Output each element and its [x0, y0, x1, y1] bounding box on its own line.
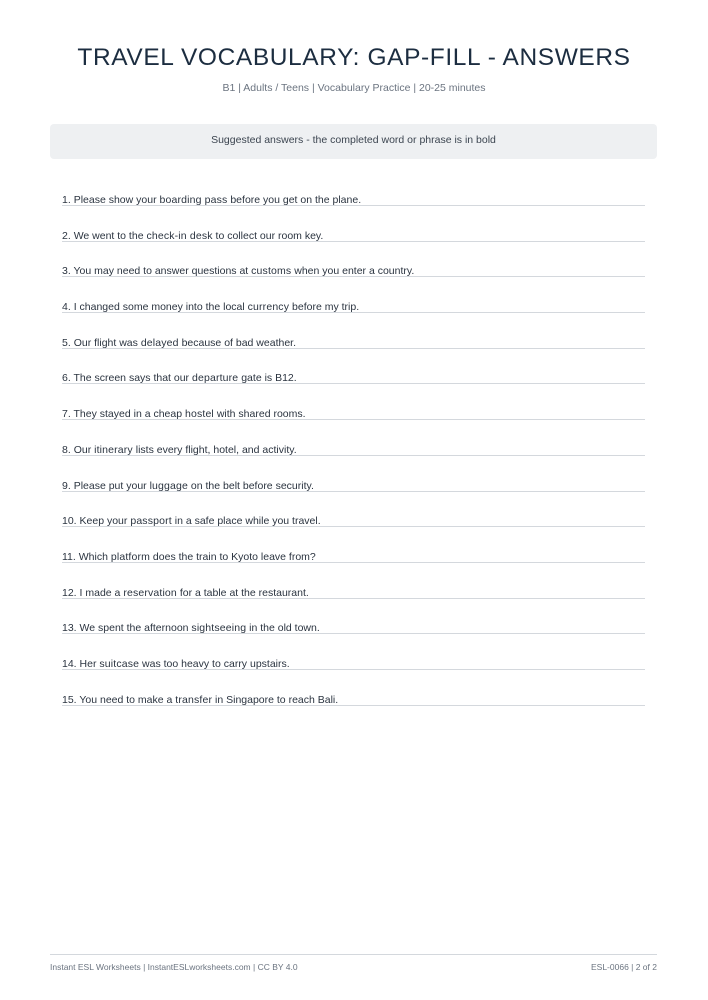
sentence-before: Please put your: [73, 479, 147, 492]
sentence-before: You need to make a: [79, 693, 173, 706]
answer-word: passport: [130, 515, 172, 528]
answer-item: [62, 368, 645, 404]
answer-sentence: [62, 230, 323, 242]
page-title: TRAVEL VOCABULARY: GAP-FILL - ANSWERS: [77, 44, 631, 71]
answer-number: 15.: [62, 693, 77, 706]
sentence-before: Our: [73, 443, 92, 456]
answer-number: 12.: [62, 586, 77, 599]
answer-sentence: [62, 587, 309, 599]
answer-sentence: [62, 372, 297, 384]
answer-sentence: [62, 694, 338, 706]
answer-sentence: [62, 551, 316, 563]
answer-sentence: [62, 265, 414, 277]
sentence-after: gate is B12.: [241, 372, 297, 385]
footer-credits: Instant ESL Worksheets | InstantESLworksheets.com | CC BY 4.0: [50, 962, 298, 972]
answer-sentence: [62, 408, 306, 420]
answer-item: [62, 583, 645, 619]
answer-item: [62, 654, 645, 690]
sentence-after: when you enter a country.: [294, 265, 415, 278]
answer-number: 1.: [62, 194, 71, 206]
answer-number: 6.: [62, 372, 71, 385]
sentence-before: We spent the afternoon: [79, 622, 189, 635]
sentence-after: on the belt before security.: [190, 479, 314, 492]
answer-number: 4.: [62, 301, 71, 314]
sentence-before: You may need to answer questions at: [73, 265, 249, 278]
answer-word: currency: [247, 301, 290, 314]
sentence-before: We went to the: [73, 229, 144, 242]
answer-sentence: [62, 194, 361, 206]
footer-divider: [50, 954, 657, 955]
sentence-after: before my trip.: [292, 301, 360, 314]
page-subtitle: B1 | Adults / Teens | Vocabulary Practice | 20-25 minutes: [222, 82, 486, 94]
answer-item: [62, 440, 645, 476]
answer-item: [62, 333, 645, 369]
sentence-before: Keep your: [79, 515, 128, 528]
answer-item: [62, 511, 645, 547]
answer-word: transfer: [175, 693, 213, 706]
answer-sentence: [62, 515, 321, 527]
answer-word: itinerary: [94, 443, 133, 456]
instructions-banner: [50, 124, 657, 159]
answer-item: [62, 297, 645, 333]
sentence-after: in Singapore to reach Bali.: [215, 693, 339, 706]
answer-word: check-in desk: [146, 229, 213, 242]
answer-number: 13.: [62, 622, 77, 635]
sentence-after: for a table at the restaurant.: [179, 586, 309, 599]
answer-word: delayed: [140, 336, 179, 349]
sentence-before: Which: [78, 550, 108, 563]
answer-number: 10.: [62, 515, 77, 528]
answer-sentence: [62, 444, 297, 456]
answer-word: boarding pass: [159, 194, 228, 206]
answer-number: 7.: [62, 408, 71, 421]
answer-list: [62, 190, 645, 725]
answer-word: luggage: [149, 479, 188, 492]
answer-item: [62, 547, 645, 583]
sentence-after: was too heavy to carry upstairs.: [142, 657, 290, 670]
sentence-after: to collect our room key.: [215, 229, 324, 242]
answer-number: 2.: [62, 229, 71, 242]
sentence-after: lists every flight, hotel, and activity.: [135, 443, 297, 456]
answer-word: customs: [251, 265, 292, 278]
answer-word: hostel: [185, 408, 214, 421]
sentence-before: Her: [79, 657, 97, 670]
answer-item: [62, 690, 645, 726]
sentence-after: before you get on the plane.: [230, 194, 362, 206]
answer-number: 3.: [62, 265, 71, 278]
footer-page-number: ESL-0066 | 2 of 2: [590, 962, 657, 972]
answer-item: [62, 404, 645, 440]
sentence-before: Our flight was: [73, 336, 138, 349]
answer-sentence: [62, 337, 296, 349]
answer-word: sightseeing: [191, 622, 247, 635]
banner-text: Suggested answers - the completed word or phrase is in bold: [211, 134, 496, 146]
sentence-after: in a safe place while you travel.: [174, 515, 321, 528]
answer-number: 11.: [62, 550, 76, 563]
answer-word: reservation: [123, 586, 177, 599]
sentence-after: does the train to Kyoto leave from?: [152, 550, 316, 563]
answer-number: 9.: [62, 479, 71, 492]
answer-word: suitcase: [99, 657, 140, 670]
answer-item: [62, 476, 645, 512]
answer-item: [62, 618, 645, 654]
answer-number: 5.: [62, 336, 71, 349]
answer-sentence: [62, 301, 359, 313]
sentence-after: because of bad weather.: [181, 336, 296, 349]
sentence-before: Please show your: [73, 194, 157, 206]
answer-item: [62, 190, 645, 226]
answer-sentence: [62, 622, 320, 634]
answer-number: 8.: [62, 443, 71, 456]
answer-word: platform: [110, 550, 150, 563]
answer-number: 14.: [62, 657, 77, 670]
sentence-after: with shared rooms.: [216, 408, 306, 421]
answer-item: [62, 261, 645, 297]
answer-item: [62, 226, 645, 262]
answer-sentence: [62, 658, 290, 670]
answer-word: departure: [191, 372, 239, 385]
sentence-before: I made a: [79, 586, 121, 599]
sentence-before: They stayed in a cheap: [73, 408, 183, 421]
sentence-before: I changed some money into the local: [73, 301, 245, 314]
sentence-before: The screen says that our: [73, 372, 190, 385]
answer-sentence: [62, 480, 314, 492]
sentence-after: in the old town.: [249, 622, 320, 635]
